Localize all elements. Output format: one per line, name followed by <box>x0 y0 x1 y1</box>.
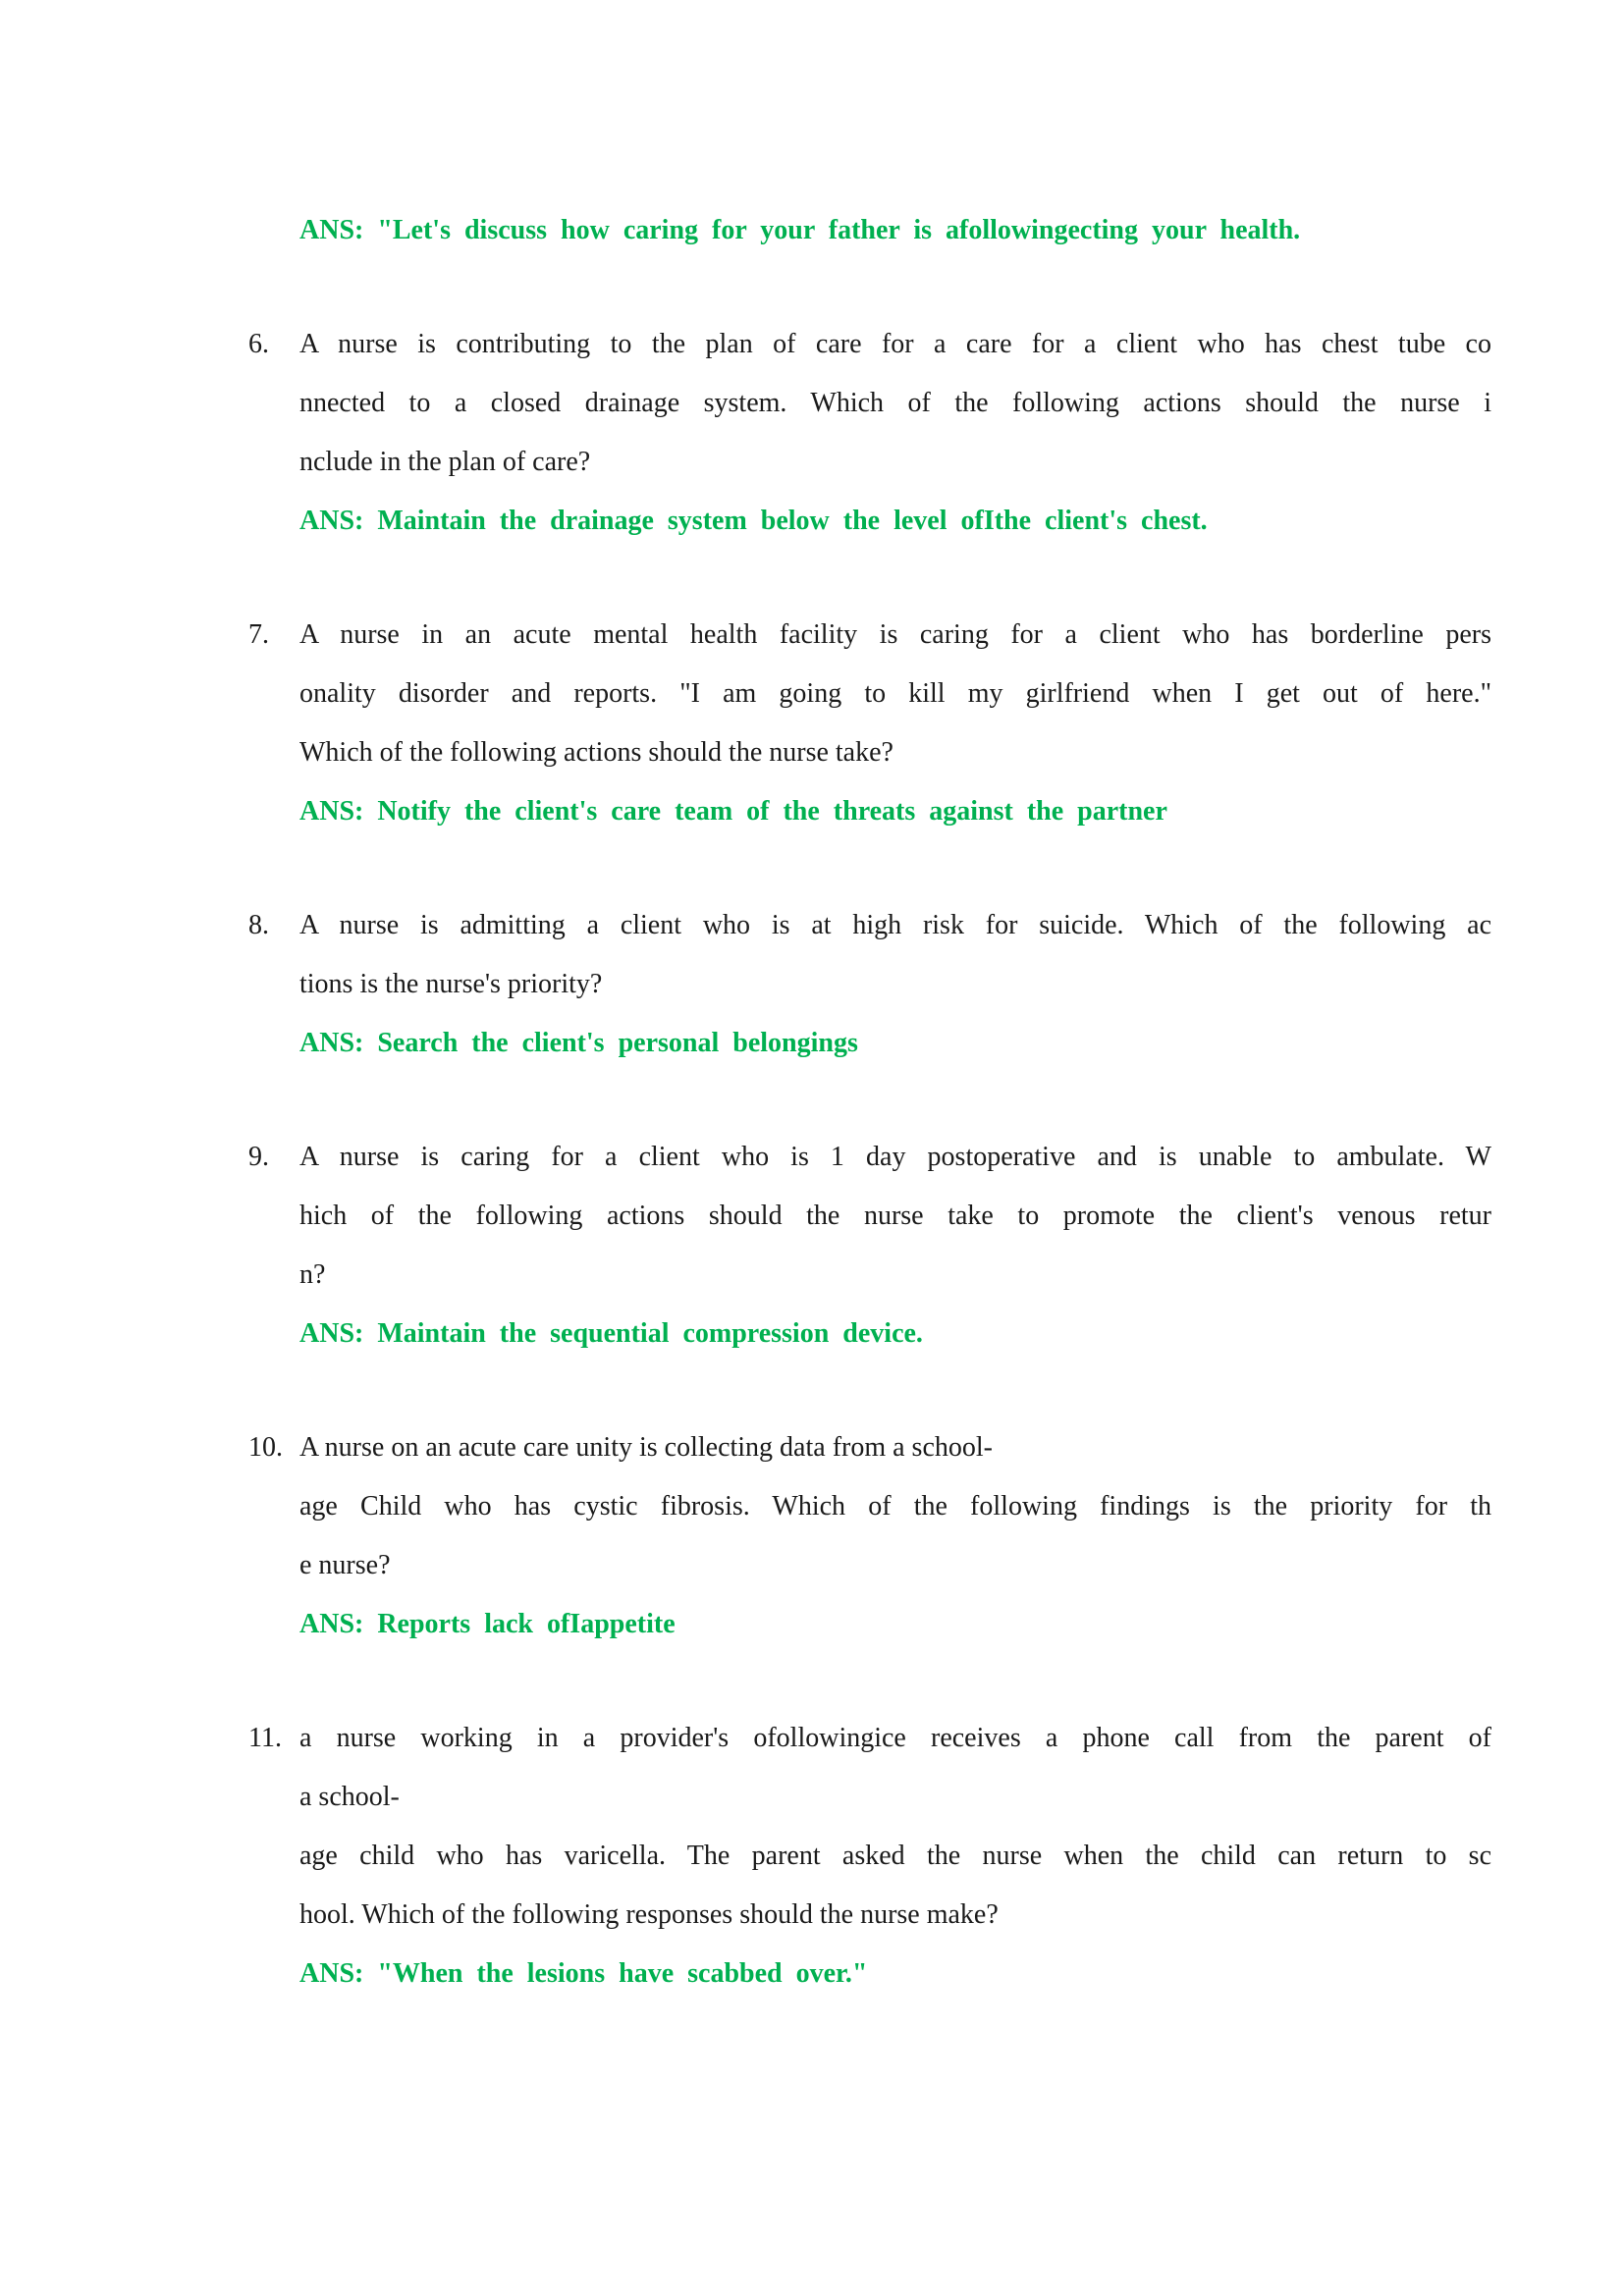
answer-line: ANS: Reports lack ofIappetite <box>299 1609 676 1639</box>
question-block <box>248 1128 1491 1363</box>
question-block <box>248 896 1491 1073</box>
question-line: Which of the following actions should the nurse take? <box>299 737 893 768</box>
question-line: onality disorder and reports. "I am going to kill my girlfriend when I get out of here." <box>299 678 1491 709</box>
question-number: 8. <box>248 910 269 940</box>
question-line: nclude in the plan of care? <box>299 447 591 477</box>
question-lines <box>299 315 1491 551</box>
question-line: hool. Which of the following responses should the nurse make? <box>299 1899 999 1930</box>
question-line: A nurse is contributing to the plan of care for a care for a client who has chest tube co <box>299 329 1491 359</box>
question-block <box>248 606 1491 841</box>
answer-line: ANS: Maintain the sequential compression device. <box>299 1318 923 1349</box>
questions <box>248 315 1491 2003</box>
question-line: a school- <box>299 1782 400 1812</box>
question-line: tions is the nurse's priority? <box>299 969 603 999</box>
question-lines <box>299 1418 1491 1654</box>
question-lines <box>299 1709 1491 2003</box>
question-number: 6. <box>248 329 269 359</box>
answer-line: ANS: Notify the client's care team of the threats against the partner <box>299 796 1167 827</box>
question-number: 7. <box>248 619 269 650</box>
question-line: A nurse is admitting a client who is at high risk for suicide. Which of the following ac <box>299 910 1491 940</box>
question-lines <box>299 1128 1491 1363</box>
answer-line: ANS: Maintain the drainage system below the level ofIthe client's chest. <box>299 506 1208 536</box>
question-line: hich of the following actions should the nurse take to promote the client's venous retur <box>299 1201 1491 1231</box>
answer-line: ANS: Search the client's personal belongings <box>299 1028 858 1058</box>
document-page <box>248 201 1491 2058</box>
question-block <box>248 315 1491 551</box>
question-line: n? <box>299 1259 326 1290</box>
question-block <box>248 1709 1491 2003</box>
question-number: 9. <box>248 1142 269 1172</box>
question-line: A nurse is caring for a client who is 1 day postoperative and is unable to ambulate. W <box>299 1142 1491 1172</box>
question-number: 10. <box>248 1432 283 1463</box>
question-lines <box>299 606 1491 841</box>
answer-line: ANS: "Let's discuss how caring for your father is afollowingecting your health. <box>299 215 1301 245</box>
question-line: a nurse working in a provider's ofollowingice receives a phone call from the parent of <box>299 1723 1491 1753</box>
question-block <box>248 1418 1491 1654</box>
answer-line: ANS: "When the lesions have scabbed over." <box>299 1958 868 1989</box>
question-line: nnected to a closed drainage system. Which of the following actions should the nurse i <box>299 388 1491 418</box>
question-line: e nurse? <box>299 1550 391 1580</box>
question-line: A nurse in an acute mental health facility is caring for a client who has borderline pers <box>299 619 1491 650</box>
question-line: A nurse on an acute care unity is collecting data from a school- <box>299 1432 993 1463</box>
question-number: 11. <box>248 1723 282 1753</box>
question-line: age Child who has cystic fibrosis. Which of the following findings is the priority for th <box>299 1491 1491 1522</box>
leading-answer-row <box>299 201 1491 260</box>
question-line: age child who has varicella. The parent asked the nurse when the child can return to sc <box>299 1841 1491 1871</box>
question-lines <box>299 896 1491 1073</box>
